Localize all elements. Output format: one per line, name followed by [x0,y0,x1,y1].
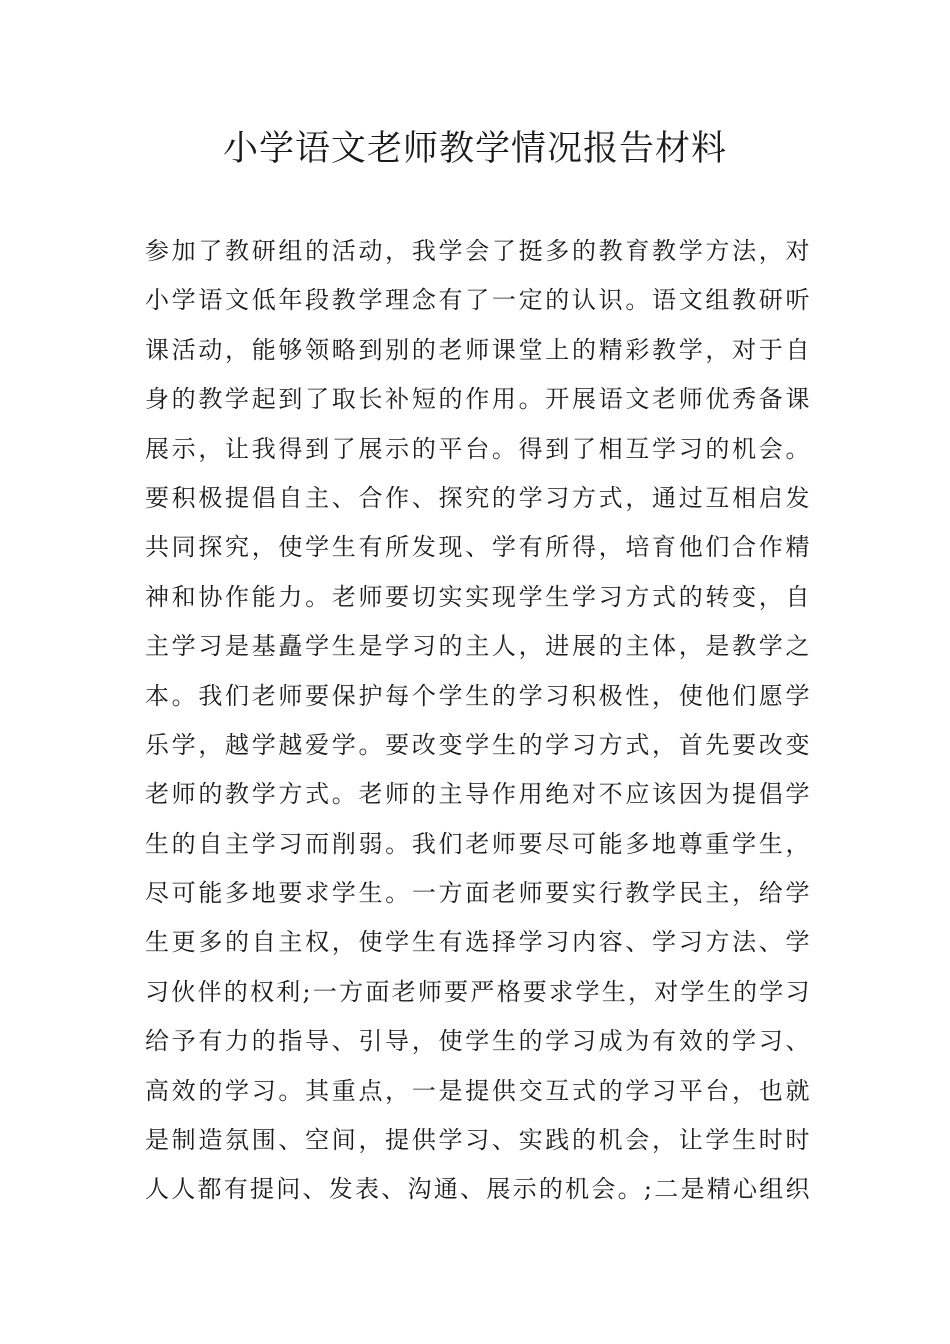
body-line: 要积极提倡自主、合作、探究的学习方式，通过互相启发 [145,483,810,512]
body-line: 乐学，越学越爱学。要改变学生的学习方式，首先要改变 [145,730,810,759]
body-line: 生的自主学习而削弱。我们老师要尽可能多地尊重学生， [145,829,810,858]
document-body [145,227,810,1215]
body-line: 人人都有提问、发表、沟通、展示的机会。;二是精心组织 [145,1175,810,1204]
body-line: 给予有力的指导、引导，使学生的学习成为有效的学习、 [145,1027,810,1056]
body-line: 是制造氛围、空间，提供学习、实践的机会，让学生时时 [145,1126,810,1155]
body-line: 神和协作能力。老师要切实实现学生学习方式的转变，自 [145,582,810,611]
body-line: 尽可能多地要求学生。一方面老师要实行教学民主，给学 [145,879,810,908]
body-line: 生更多的自主权，使学生有选择学习内容、学习方法、学 [145,928,810,957]
body-line: 共同探究，使学生有所发现、学有所得，培育他们合作精 [145,533,810,562]
body-line: 课活动，能够领略到别的老师课堂上的精彩教学，对于自 [145,335,810,364]
body-line: 参加了教研组的活动，我学会了挺多的教育教学方法，对 [145,237,810,265]
body-line: 本。我们老师要保护每个学生的学习积极性，使他们愿学 [145,681,810,710]
body-line: 主学习是基矗学生是学习的主人，进展的主体，是教学之 [145,632,810,661]
body-line: 展示，让我得到了展示的平台。得到了相互学习的机会。 [145,434,810,463]
body-line: 习伙伴的权利;一方面老师要严格要求学生，对学生的学习 [145,977,810,1006]
body-line: 小学语文低年段教学理念有了一定的认识。语文组教研听 [145,286,810,315]
document-title: 小学语文老师教学情况报告材料 [222,129,727,169]
body-line: 身的教学起到了取长补短的作用。开展语文老师优秀备课 [145,385,810,414]
body-line: 老师的教学方式。老师的主导作用绝对不应该因为提倡学 [145,780,810,809]
body-line: 高效的学习。其重点，一是提供交互式的学习平台，也就 [145,1076,810,1105]
